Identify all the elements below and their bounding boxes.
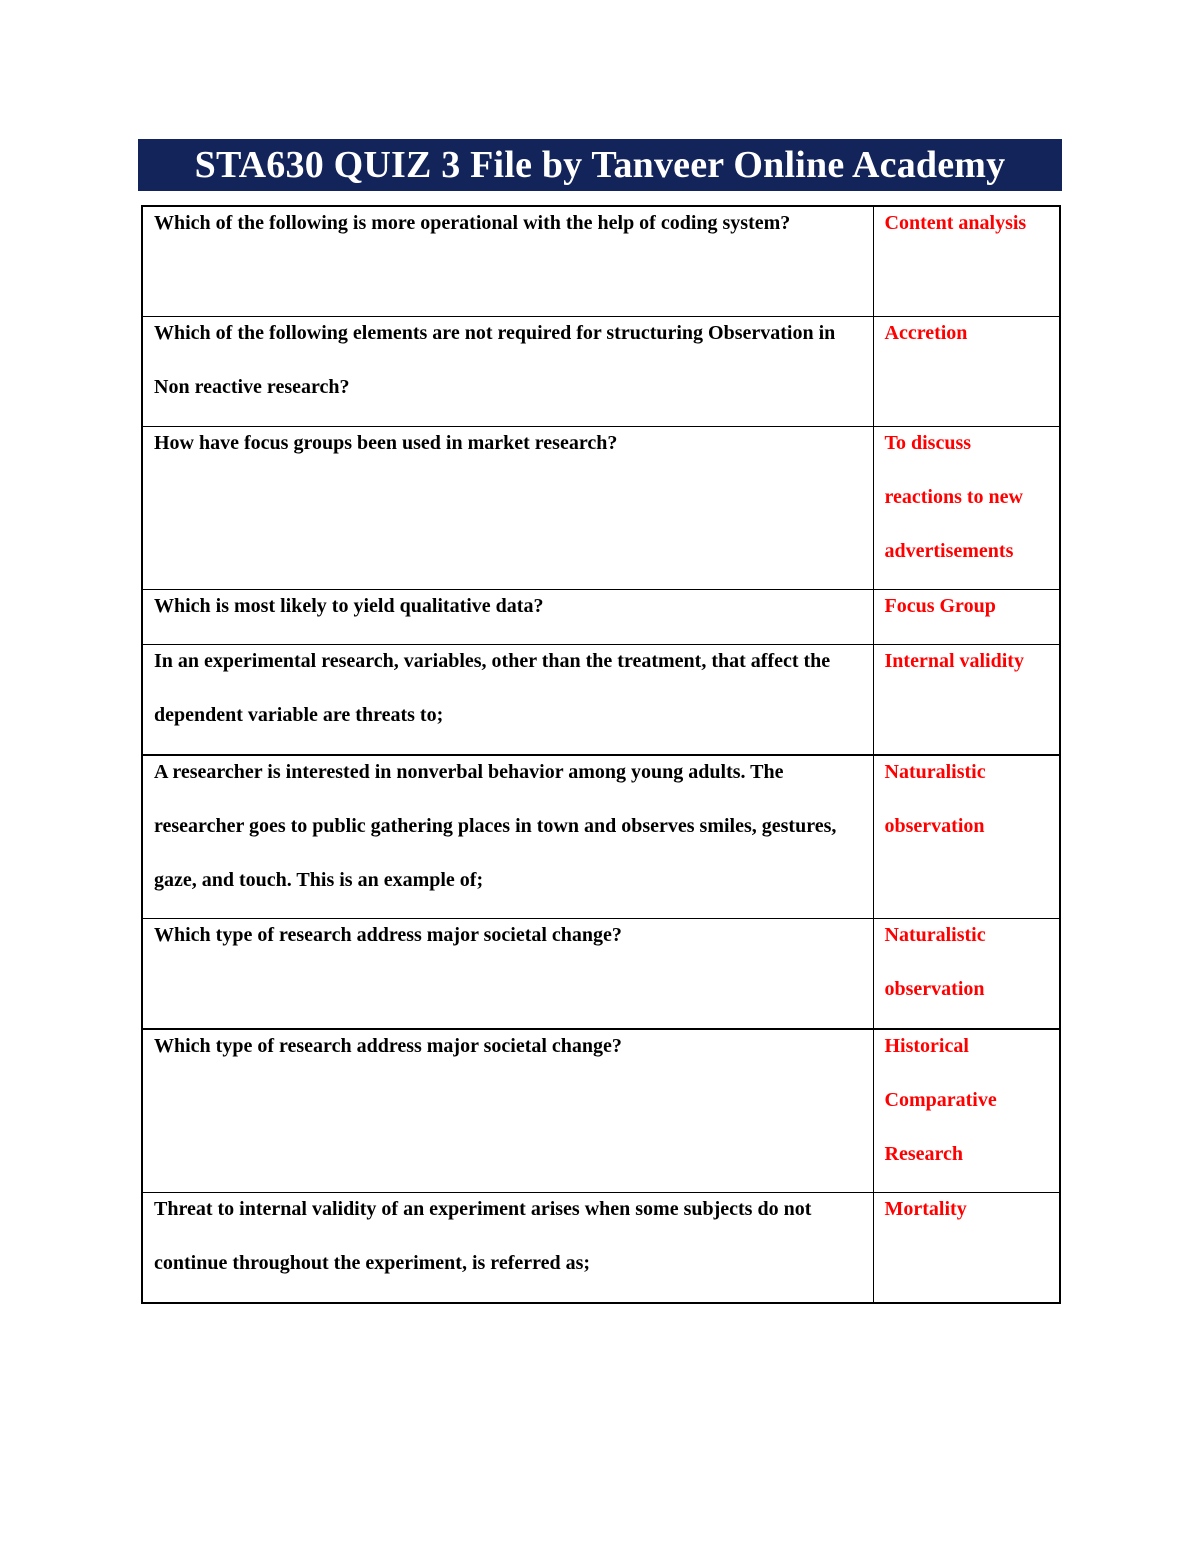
question-text: Which of the following is more operational with the help of coding system? xyxy=(154,212,791,234)
table-row xyxy=(142,1193,1060,1304)
question-cell xyxy=(142,317,873,427)
answer-cell xyxy=(873,919,1060,1030)
question-text: Which is most likely to yield qualitative data? xyxy=(154,595,544,617)
answer-cell xyxy=(873,427,1060,590)
answer-text: Historical Comparative Research xyxy=(884,1035,997,1165)
answer-cell xyxy=(873,755,1060,919)
table-row xyxy=(142,1029,1060,1193)
question-cell xyxy=(142,1193,873,1304)
question-text: Threat to internal validity of an experiment arises when some subjects do not continue throughout the experiment, is referred as; xyxy=(154,1198,812,1274)
question-cell xyxy=(142,206,873,317)
question-text: Which type of research address major societal change? xyxy=(154,1035,622,1057)
answer-text: Mortality xyxy=(884,1198,967,1220)
question-cell xyxy=(142,919,873,1030)
question-text: Which type of research address major societal change? xyxy=(154,924,622,946)
question-text: A researcher is interested in nonverbal behavior among young adults. The researcher goes to public gathering places in town and observes smiles, gestures, gaze, and touch. This is an example of; xyxy=(154,761,837,891)
table-row xyxy=(142,919,1060,1030)
table-row xyxy=(142,206,1060,317)
question-cell xyxy=(142,1029,873,1193)
question-text: How have focus groups been used in market research? xyxy=(154,432,618,454)
answer-text: Naturalistic observation xyxy=(884,761,986,837)
answer-text: Content analysis xyxy=(884,212,1027,234)
table-row xyxy=(142,755,1060,919)
answer-text: Accretion xyxy=(884,322,968,344)
answer-text: Internal validity xyxy=(884,650,1024,672)
answer-cell xyxy=(873,645,1060,756)
table-row xyxy=(142,427,1060,590)
question-text: In an experimental research, variables, other than the treatment, that affect the dependent variable are threats to; xyxy=(154,650,831,726)
answer-cell xyxy=(873,317,1060,427)
answer-text: Naturalistic observation xyxy=(884,924,986,1000)
document-title: STA630 QUIZ 3 File by Tanveer Online Academy xyxy=(194,144,1006,186)
quiz-table xyxy=(141,205,1061,1304)
title-banner xyxy=(138,139,1062,191)
table-row xyxy=(142,645,1060,756)
answer-cell xyxy=(873,206,1060,317)
question-cell xyxy=(142,755,873,919)
question-text: Which of the following elements are not required for structuring Observation in Non reactive research? xyxy=(154,322,836,398)
table-row xyxy=(142,317,1060,427)
answer-cell xyxy=(873,1193,1060,1304)
answer-cell xyxy=(873,1029,1060,1193)
answer-text: To discuss reactions to new advertisements xyxy=(884,432,1023,562)
answer-text: Focus Group xyxy=(884,595,996,617)
question-cell xyxy=(142,427,873,590)
question-cell xyxy=(142,645,873,756)
